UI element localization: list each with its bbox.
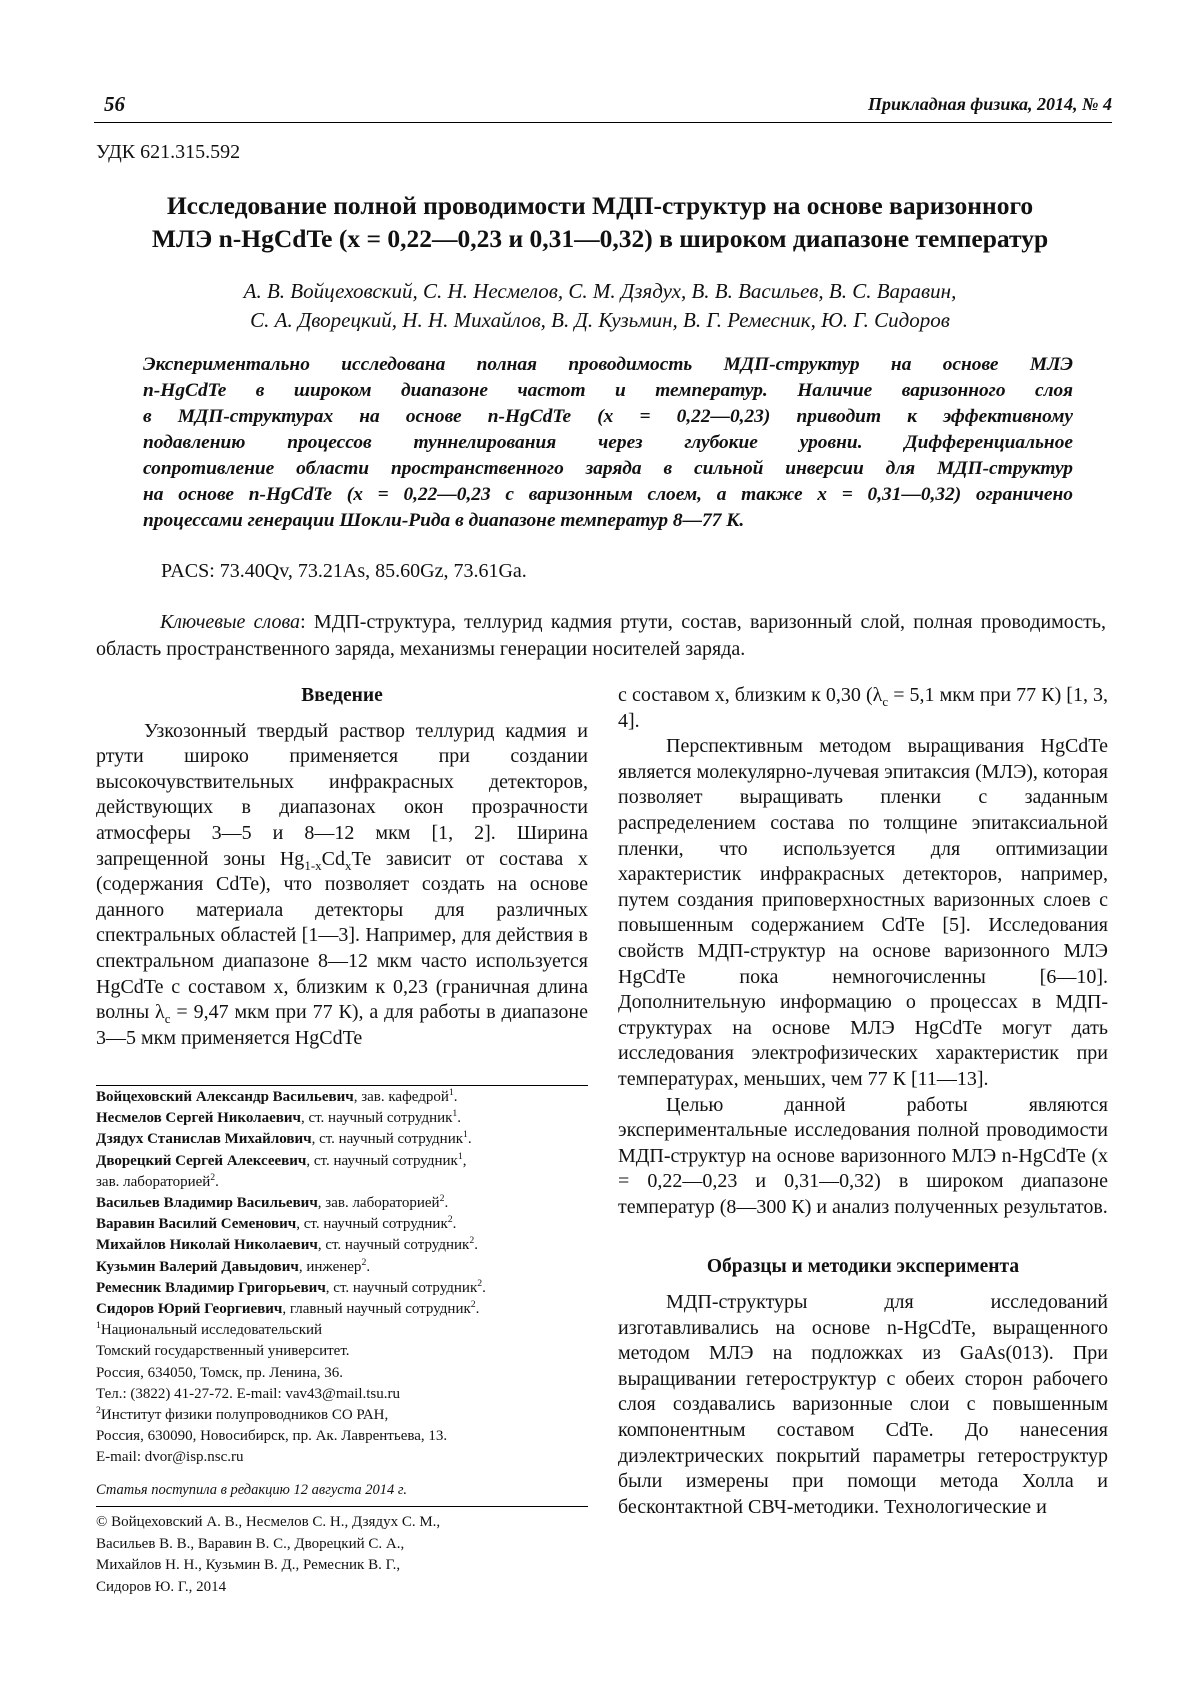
abstract-line: процессами генерации Шокли-Рида в диапазоне температур 8—77 К. [143, 510, 745, 531]
received-date: Статья поступила в редакцию 12 августа 2014 г. [96, 1482, 407, 1498]
right-column [618, 683, 1108, 1520]
authors-line: С. А. Дворецкий, Н. Н. Михайлов, В. Д. Кузьмин, В. Г. Ремесник, Ю. Г. Сидоров [250, 308, 950, 332]
affiliation-line: Дворецкий Сергей Алексеевич, ст. научный сотрудник$^1$, [96, 1150, 467, 1169]
keywords-label: Ключевые слова [160, 611, 301, 633]
author-list [80, 277, 1120, 335]
section-heading-methods: Образцы и методики эксперимента [706, 1256, 1020, 1278]
institution-list [96, 1320, 588, 1468]
affiliation-line: Михайлов Николай Николаевич, ст. научный сотрудник$^2$. [96, 1235, 478, 1254]
copyright [96, 1512, 588, 1598]
institution-line: Тел.: (3822) 41-27-72. E-mail: vav43@mail.tsu.ru [96, 1385, 400, 1402]
copyright-line: Васильев В. В., Варавин В. С., Дворецкий С. А., [96, 1535, 405, 1552]
left-column [96, 683, 588, 1051]
copyright-line: Сидоров Ю. Г., 2014 [96, 1578, 227, 1595]
footnote-rule [96, 1085, 588, 1086]
abstract-line: Экспериментально исследована полная проводимость МДП-структур на основе МЛЭ [143, 354, 1073, 375]
page-number: 56 [104, 92, 125, 116]
article-title [80, 189, 1120, 255]
udk-code: УДК 621.315.592 [96, 141, 241, 163]
methods-paragraph: МДП-структуры для исследований изготавливались на основе n-HgCdTe, выращенного методом МЛЭ на подложках из GaAs(013). При выращивании гетероструктур с обеих сторон рабочего слоя создавались варизонные слои с повышенным компонентным составом CdTe. До нанесения диэлектрических покрытий параметры гетероструктур были измерены при помощи метода Холла и бесконтактной СВЧ-методики. Технологические и [618, 1291, 1108, 1518]
affiliation-line: Варавин Василий Семенович, ст. научный сотрудник$^2$. [96, 1214, 457, 1233]
intro-paragraph-3: Целью данной работы являются экспериментальные исследования полной проводимости МДП-структур на основе варизонного МЛЭ n-HgCdTe (x = 0,22—0,23 и 0,31—0,32) в широком диапазоне температур (8—300 К) и анализ полученных результатов. [618, 1093, 1108, 1218]
institution-line: $^2$Институт физики полупроводников СО РАН, [96, 1405, 389, 1424]
authors-line: А. В. Войцеховский, С. Н. Несмелов, С. М. Дзядух, В. В. Васильев, В. С. Варавин, [243, 279, 957, 303]
institution-line: Томский государственный университет. [96, 1343, 350, 1360]
affiliation-line: Кузьмин Валерий Давыдович, инженер$^2$. [96, 1256, 371, 1275]
header-rule [94, 122, 1112, 123]
keywords [96, 609, 1106, 663]
affiliation-line: Ремесник Владимир Григорьевич, ст. научный сотрудник$^2$. [96, 1277, 486, 1296]
pacs-codes: PACS: 73.40Qv, 73.21As, 85.60Gz, 73.61Ga. [161, 560, 527, 582]
title-line: МЛЭ n-HgCdTe (x = 0,22—0,23 и 0,31—0,32) в широком диапазоне температур [151, 224, 1049, 253]
affiliation-line: Васильев Владимир Васильевич, зав. лабораторией$^2$. [96, 1193, 449, 1212]
title-line: Исследование полной проводимости МДП-структур на основе варизонного [166, 191, 1034, 220]
intro-continuation: с составом x, близким к 0,30 ($\lambda_c = 5,1$ мкм при 77 К) [1, 3, 4]. [618, 684, 1109, 732]
affiliation-line: Войцеховский Александр Васильевич, зав. кафедрой$^1$. [96, 1087, 458, 1105]
copyright-line: © Войцеховский А. В., Несмелов С. Н., Дзядух С. М., [96, 1514, 441, 1530]
abstract-line: на основе n-HgCdTe (x = 0,22—0,23 с варизонным слоем, а также x = 0,31—0,32) ограничено [143, 484, 1073, 505]
institution-line: $^1$Национальный исследовательский [96, 1320, 323, 1339]
intro-paragraph-2: Перспективным методом выращивания HgCdTe является молекулярно-лучевая эпитаксия (МЛЭ), которая позволяет выращивать пленки с заданным распределением состава по толщине эпитаксиальной пленки, что используется для оптимизации характеристик инфракрасных детекторов, например, путем создания приповерхностных варизонных слоев с повышенным содержанием CdTe [5]. Исследования свойств МДП-структур на основе варизонного МЛЭ HgCdTe пока немногочисленны [6—10]. Дополнительную информацию о процессах в МДП-структурах на основе МЛЭ HgCdTe могут дать исследования электрофизических характеристик при температурах, меньших, чем 77 К [11—13]. [618, 735, 1108, 1090]
abstract-line: в МДП-структурах на основе n-HgCdTe (x = 0,22—0,23) приводит к эффективному [143, 406, 1073, 427]
institution-line: E-mail: dvor@isp.nsc.ru [96, 1449, 244, 1466]
abstract-line: сопротивление области пространственного заряда в сильной инверсии для МДП-структур [143, 458, 1073, 479]
keywords-text: : МДП-структура, теллурид кадмия ртути, состав, варизонный слой, полная проводимость, область пространственного заряда, механизмы генерации носителей заряда. [96, 611, 1107, 660]
affiliation-list [96, 1087, 588, 1320]
journal-header: Прикладная физика, 2014, № 4 [867, 94, 1112, 114]
abstract [143, 352, 1073, 534]
intro-paragraph: Узкозонный твердый раствор теллурид кадмия и ртути широко применяется при создании высокочувствительных инфракрасных детекторов, действующих в диапазонах окон прозрачности атмосферы 3—5 и 8—12 мкм [1, 2]. Ширина запрещенной зоны $Hg_{1-x}Cd_xTe$ зависит от состава x (содержания CdTe), что позволяет создать на основе данного материала детекторы для различных спектральных областей [1—3]. Например, для действия в спектральном диапазоне 8—12 мкм часто используется HgCdTe с составом x, близким к 0,23 (граничная длина волны $\lambda_c = 9,47$ мкм при 77 К), а для работы в диапазоне 3—5 мкм применяется HgCdTe [96, 719, 588, 1049]
abstract-line: n-HgCdTe в широком диапазоне частот и температур. Наличие варизонного слоя [143, 380, 1073, 401]
copyright-rule [96, 1506, 588, 1507]
copyright-line: Михайлов Н. Н., Кузьмин В. Д., Ремесник В. Г., [96, 1557, 401, 1573]
affiliation-line: Сидоров Юрий Георгиевич, главный научный сотрудник$^2$. [96, 1299, 480, 1318]
section-heading-intro: Введение [301, 685, 383, 706]
author-affiliations [96, 1087, 588, 1469]
affiliation-line: Дзядух Станислав Михайлович, ст. научный сотрудник$^1$. [96, 1129, 472, 1148]
affiliation-line: зав. лабораторией$^2$. [96, 1171, 219, 1190]
institution-line: Россия, 630090, Новосибирск, пр. Ак. Лаврентьева, 13. [96, 1428, 448, 1445]
institution-line: Россия, 634050, Томск, пр. Ленина, 36. [96, 1364, 344, 1381]
affiliation-line: Несмелов Сергей Николаевич, ст. научный сотрудник$^1$. [96, 1108, 462, 1127]
abstract-line: подавлению процессов туннелирования через глубокие уровни. Дифференциальное [143, 432, 1073, 453]
